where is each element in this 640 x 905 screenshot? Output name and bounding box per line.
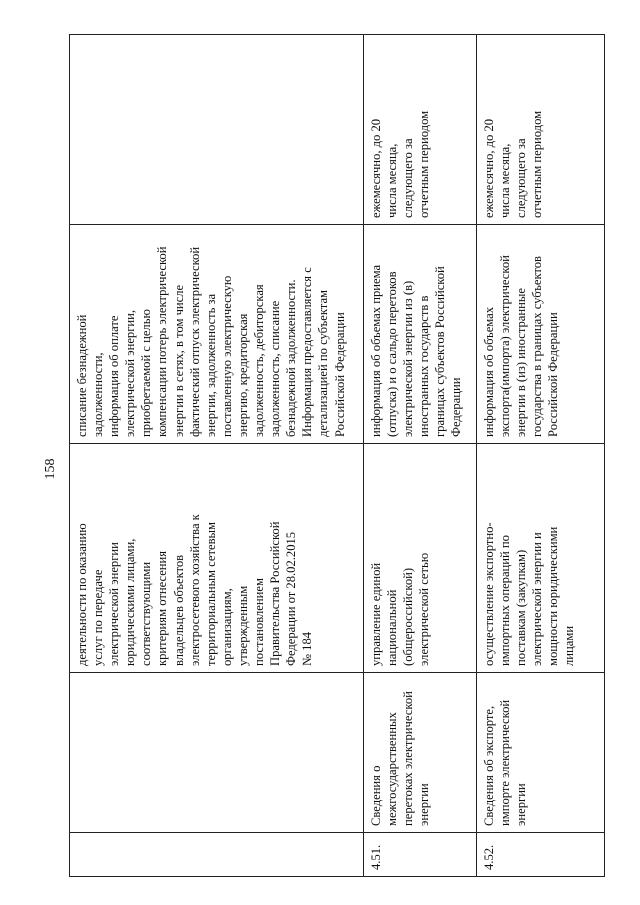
cell-name: Сведения о межгосударственных перетоках электрической энергии bbox=[364, 673, 477, 833]
table-row-4-52 bbox=[477, 35, 605, 877]
cell-obligation: управление единой национальной (общероссийской) электрической сетью bbox=[364, 444, 477, 673]
rotated-table-container bbox=[69, 35, 604, 877]
table-row-4-51 bbox=[364, 35, 477, 877]
table-row-continuation bbox=[70, 35, 364, 877]
cell-number bbox=[70, 833, 364, 877]
data-table bbox=[69, 34, 605, 877]
cell-periodicity: ежемесячно, до 20 числа месяца, следующего за отчетным периодом bbox=[364, 35, 477, 225]
cell-number: 4.51. bbox=[364, 833, 477, 877]
cell-information: информация об объемах экспорта(импорта) электрической энергии в (из) иностранные государства в границах субъектов Российской Федерации bbox=[477, 225, 605, 444]
cell-name: Сведения об экспорте, импорте электрической энергии bbox=[477, 673, 605, 833]
page-number: 158 bbox=[43, 458, 58, 480]
cell-periodicity: ежемесячно, до 20 числа месяца, следующего за отчетным периодом bbox=[477, 35, 605, 225]
cell-information: списание безнадежной задолженности, информация об оплате электрической энергии, приобретаемой с целью компенсации потерь электрической энергии в сетях, в том числе фактический отпуск электрической энергии, задолженность за поставленную электрическую энергию, кредиторская задолженность, дебиторская задолженность, списание безнадежной задолженности. Информация предоставляется с детализацией по субъектам Российской Федерации bbox=[70, 225, 364, 444]
cell-obligation: осуществление экспортно- импортных операций по поставкам (закупкам) электрической энергии и мощности юридическими лицами bbox=[477, 444, 605, 673]
cell-number: 4.52. bbox=[477, 833, 605, 877]
rotated-page-area bbox=[69, 35, 604, 877]
cell-obligation: деятельности по оказанию услуг по передаче электрической энергии юридическими лицами, соответствующими критериям отнесения владельцев объектов электросетевого хозяйства к территориальным сетевым организациям, утвержденным постановлением Правительства Российской Федерации от 28.02.2015 № 184 bbox=[70, 444, 364, 673]
cell-name bbox=[70, 673, 364, 833]
cell-periodicity bbox=[70, 35, 364, 225]
cell-information: информация об объемах приема (отпуска) и о сальдо перетоков электрической энергии из (в) иностранных государств в границах субъектов Российской Федерации bbox=[364, 225, 477, 444]
